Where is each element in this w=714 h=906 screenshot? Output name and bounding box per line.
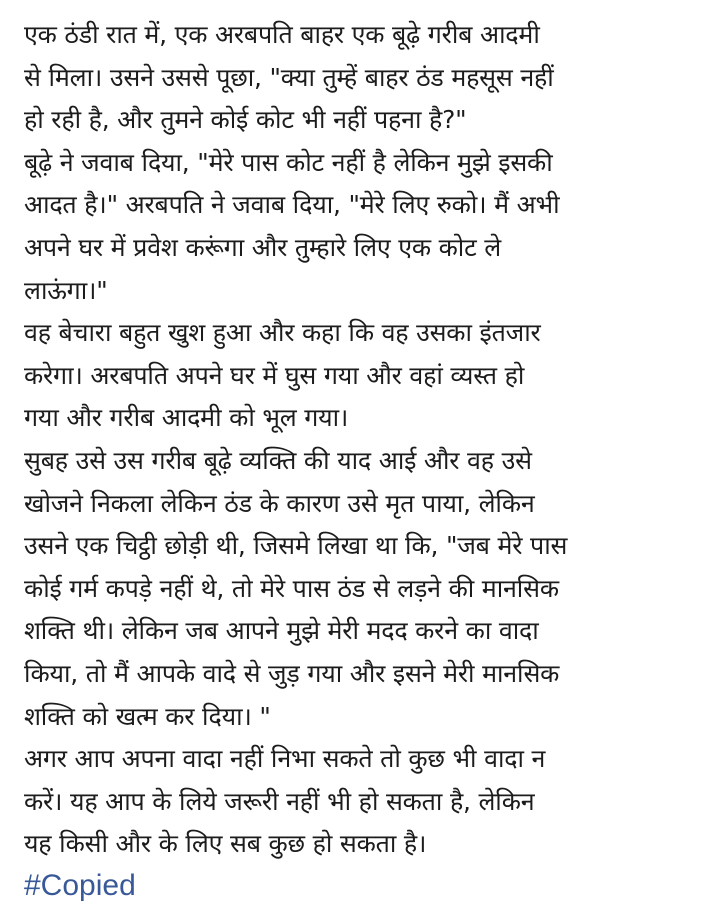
post-text-line: गया और गरीब आदमी को भूल गया।: [24, 403, 349, 433]
post-text-line: अगर आप अपना वादा नहीं निभा सकते तो कुछ भी वादा न: [24, 744, 546, 774]
post-text-line: बूढ़े ने जवाब दिया, "मेरे पास कोट नहीं है लेकिन मुझे इसकी: [24, 147, 553, 177]
post-text-line: करेगा। अरबपति अपने घर में घुस गया और वहां व्यस्त हो: [24, 360, 525, 390]
post-text-line: सुबह उसे उस गरीब बूढ़े व्यक्ति की याद आई और वह उसे: [24, 445, 532, 475]
post-text-line: करें। यह आप के लिये जरूरी नहीं भी हो सकता है, लेकिन: [24, 786, 535, 816]
post-text-line: यह किसी और के लिए सब कुछ हो सकता है।: [24, 829, 427, 859]
post-text-line: अपने घर में प्रवेश करूंगा और तुम्हारे लिए एक कोट ले: [24, 232, 501, 262]
post-text-line: वह बेचारा बहुत खुश हुआ और कहा कि वह उसका इंतजार: [24, 318, 541, 348]
post-text-line: किया, तो मैं आपके वादे से जुड़ गया और इसने मेरी मानसिक: [24, 658, 560, 688]
post-text-line: उसने एक चिट्ठी छोड़ी थी, जिसमे लिखा था कि, "जब मेरे पास: [24, 531, 568, 561]
hashtag-link[interactable]: #Copied: [24, 868, 136, 902]
post-text-line: हो रही है, और तुमने कोई कोट भी नहीं पहना है?": [24, 105, 467, 135]
post-text-line: खोजने निकला लेकिन ठंड के कारण उसे मृत पाया, लेकिन: [24, 488, 535, 518]
post-text-line: से मिला। उसने उससे पूछा, "क्या तुम्हें बाहर ठंड महसूस नहीं: [24, 62, 554, 92]
post-text-line: कोई गर्म कपड़े नहीं थे, तो मेरे पास ठंड से लड़ने की मानसिक: [24, 573, 559, 603]
post-text-line: एक ठंडी रात में, एक अरबपति बाहर एक बूढ़े गरीब आदमी: [24, 20, 540, 49]
post-text-line: शक्ति को खत्म कर दिया। ": [24, 701, 271, 731]
post-text-line: आदत है।" अरबपति ने जवाब दिया, "मेरे लिए रुको। मैं अभी: [24, 190, 560, 220]
post-text-line: लाऊंगा।": [24, 275, 108, 305]
post-text-line: शक्ति थी। लेकिन जब आपने मुझे मेरी मदद करने का वादा: [24, 616, 539, 646]
